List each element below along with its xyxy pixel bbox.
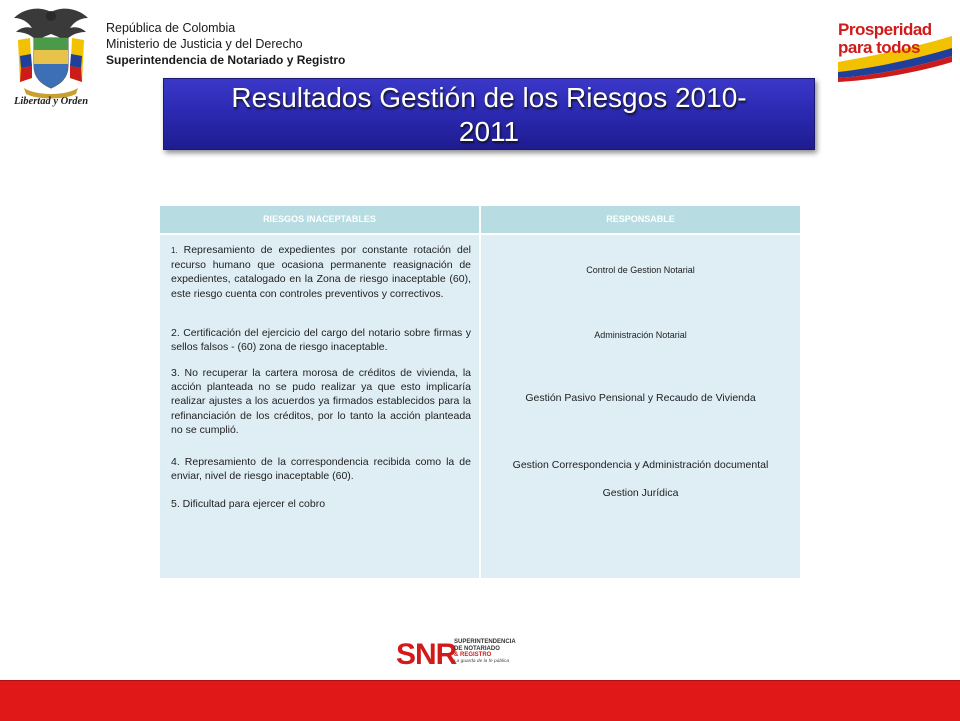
responsible-5: Gestion Jurídica xyxy=(602,487,679,499)
header-superintendency: Superintendencia de Notariado y Registro xyxy=(106,53,346,67)
column-header-risks: RIESGOS INACEPTABLES xyxy=(160,206,479,233)
risks-cell xyxy=(160,235,479,578)
prosperidad-line2: para todos xyxy=(838,38,920,57)
column-header-responsible: RESPONSABLE xyxy=(481,206,800,233)
responsible-2: Administración Notarial xyxy=(594,330,687,340)
coat-of-arms-logo xyxy=(10,4,92,112)
snr-wordmark xyxy=(454,639,516,665)
header-institution-text xyxy=(106,20,345,68)
header-ministry: Ministerio de Justicia y del Derecho xyxy=(106,37,303,51)
page-title xyxy=(164,81,814,149)
risk-item-4: 4. Represamiento de la correspondencia recibida como la de enviar, nivel de riesgo inaceptable (60). xyxy=(171,456,471,483)
prosperidad-logo xyxy=(832,18,958,82)
snr-letters: SNR xyxy=(396,638,457,671)
risk-item-1-text: Represamiento de expedientes por constante rotación del recurso humano que ocasiona permanente reasignación de expedientes, catalogado en la Zona de riesgo inaceptable (60), este riesgo cuenta con controles preventivos y correctivos. xyxy=(171,244,471,300)
responsible-1: Control de Gestion Notarial xyxy=(586,265,695,275)
page-title-line1: Resultados Gestión de los Riesgos 2010- xyxy=(231,82,747,113)
title-banner xyxy=(163,78,815,150)
footer-bar xyxy=(0,680,960,721)
responsible-cell xyxy=(481,235,800,578)
snr-logo xyxy=(396,636,516,674)
risk-table xyxy=(160,206,800,578)
crest-motto: Libertad y Orden xyxy=(13,96,89,107)
risk-item-5: 5. Dificultad para ejercer el cobro xyxy=(171,498,326,510)
snr-tagline: La guarda de la fe pública xyxy=(454,658,510,664)
risk-item-1 xyxy=(171,243,471,301)
responsible-4: Gestion Correspondencia y Administración documental xyxy=(512,459,769,471)
snr-line2: DE NOTARIADO xyxy=(454,645,500,652)
risk-item-1-number: 1. xyxy=(171,246,178,255)
risk-item-2: 2. Certificación del ejercicio del cargo del notario sobre firmas y sellos falsos - (60) zona de riesgo inaceptable. xyxy=(171,327,471,354)
snr-line3: & REGISTRO xyxy=(454,652,492,658)
risk-item-3: 3. No recuperar la cartera morosa de créditos de vivienda, la acción planteada no se pudo realizar ya que esto implicaría realizar ajustes a los acuerdos ya firmados establecidos para la refinanciación de los créditos, por lo tanto la acción planteada no se cumplió. xyxy=(171,367,471,436)
header-country: República de Colombia xyxy=(106,21,236,35)
responsible-3: Gestión Pasivo Pensional y Recaudo de Vivienda xyxy=(525,392,756,404)
page-title-line2: 2011 xyxy=(458,116,520,147)
snr-line1: SUPERINTENDENCIA xyxy=(454,639,516,645)
prosperidad-line1: Prosperidad xyxy=(838,20,932,39)
